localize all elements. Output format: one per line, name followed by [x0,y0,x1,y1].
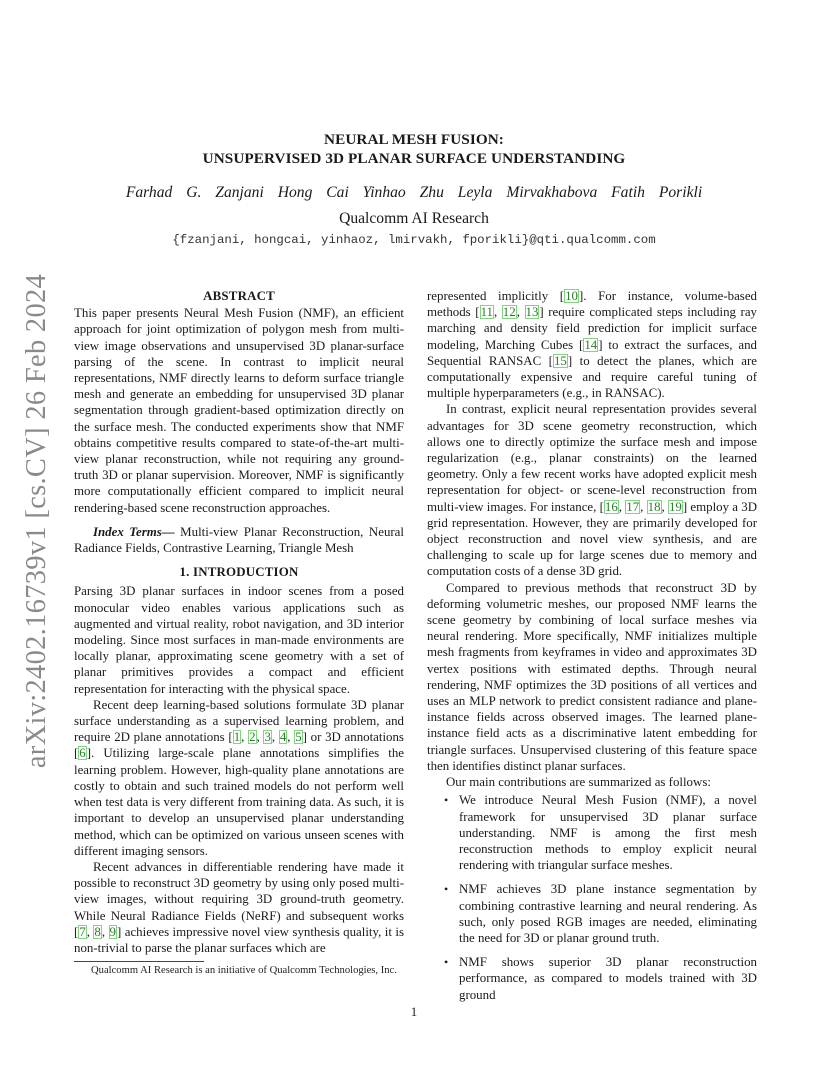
index-terms-text: Multi-view Planar Reconstruction, Neural Radiance Fields, Contrastive Learning, Triangle Mesh [74,524,404,556]
introduction-heading: 1. INTRODUCTION [179,565,299,580]
right-paragraph-1: represented implicitly [10]. For instance, volume-based methods [11, 12, 13] require complicated steps including ray marching and density field prediction for implicit surface modeling, Marching Cubes [14] to extract the surfaces, and Sequential RANSAC [15] to detect the planes, which are computationally expensive and require careful tuning of multiple hyperparameters (e.g., in RANSAC). [427,289,758,401]
abstract-heading: ABSTRACT [203,289,275,303]
abstract-text: This paper presents Neural Mesh Fusion (NMF), an efficient approach for joint optimization of polygon mesh from multi-view image observations and unsupervised 3D planar-surface parsing of the scene. In contrast to implicit neural representations, NMF directly learns to deform surface triangle mesh and generate an embedding for unsupervised 3D planar segmentation through gradient-based optimization directly on the surface mesh. The conducted experiments show that NMF obtains competitive results compared to state-of-the-art multi-view planar reconstruction, while not requiring any ground-truth 3D or planar supervision. Moreover, NMF is significantly more computationally efficient compared to implicit neural rendering-based scene reconstruction approaches. [74,306,404,515]
citation-link[interactable]: 18 [647,499,661,514]
affiliation: Qualcomm AI Research [339,210,489,227]
author-emails: {fzanjani, hongcai, yinhaoz, lmirvakh, fporikli}@qti.qualcomm.com [172,233,656,247]
page-number: 1 [410,1005,418,1019]
contributions-list [441,792,757,1002]
right-paragraph-2: In contrast, explicit neural representation provides several advantages for 3D scene geometry reconstruction, which allows one to directly optimize the surface mesh and impose regularization (e.g., planar constraints) on the learned geometry. Only a few recent works have adopted explicit mesh representation for object- or scene-level reconstruction from multi-view images. For instance, [16, 17, 18, 19] employ a 3D grid representation. However, they are primarily developed for object reconstruction and novel view synthesis, and are challenging to scale up for large scenes due to memory and computation costs of a dense 3D grid. [427,402,758,579]
arxiv-identifier-stamp [20,273,54,769]
footnote-divider [74,961,204,962]
citation-link[interactable]: 16 [604,499,618,514]
arxiv-id: arXiv:2402.16739v1 [cs.CV] 26 Feb 2024 [21,273,52,769]
citation-link[interactable]: 5 [295,730,302,745]
citation-link[interactable]: 13 [525,305,539,320]
citation-link[interactable]: 8 [94,924,101,939]
citation-link[interactable]: 11 [480,305,493,320]
list-item: • NMF achieves 3D plane instance segmentation by combining contrastive learning and neural rendering. As such, only posed RGB images are needed, eliminating the need for 3D or planar ground truth. [441,881,757,946]
index-terms-label: Index Terms— [93,524,175,539]
intro-paragraph-2: Recent deep learning-based solutions formulate 3D planar surface understanding as a supervised learning problem, and require 2D plane annotations [1, 2, 3, 4, 5] or 3D annotations [6]. Utilizing large-scale plane annotations simplifies the learning problem. However, high-quality plane annotations are costly to obtain and such trained models do not perform well when test data is very different from training data. As such, it is important to develop an unsupervised planar understanding method, which can be optimized on various unseen scenes with different imaging sensors. [74,697,404,858]
citation-link[interactable]: 1 [233,730,241,745]
title-line-2: UNSUPERVISED 3D PLANAR SURFACE UNDERSTANDING [202,150,626,167]
citation-link[interactable]: 9 [109,924,116,939]
index-terms [74,524,404,556]
citation-link[interactable]: 2 [249,730,256,745]
citation-link[interactable]: 6 [79,746,86,761]
citation-link[interactable]: 14 [584,337,598,352]
author-list: Farhad G. Zanjani Hong Cai Yinhao Zhu Leyla Mirvakhabova Fatih Porikli [125,184,703,201]
intro-paragraph-3: Recent advances in differentiable rendering have made it possible to reconstruct 3D geometry by using only posed multi-view images, without requiring 3D ground-truth geometry. While Neural Radiance Fields (NeRF) and subsequent works [7, 8, 9] achieves impressive novel view synthesis quality, it is non-trivial to parse the planar surfaces which are [74,859,404,955]
list-item: • NMF shows superior 3D planar reconstruction performance, as compared to models trained with 3D ground [441,954,757,1003]
intro-paragraph-1: Parsing 3D planar surfaces in indoor scenes from a posed monocular video enables various applications such as augmented and virtual reality, robot navigation, and 3D interior modeling. Since most surfaces in man-made environments are locally planar, approximating scene geometry with a set of planar primitives provides a compact and efficient representation for interacting with the physical space. [74,584,404,696]
citation-link[interactable]: 3 [264,730,271,745]
title-block [0,130,828,247]
citation-link[interactable]: 15 [553,353,567,368]
citation-link[interactable]: 12 [502,305,516,320]
citation-link[interactable]: 4 [279,730,287,745]
citation-link[interactable]: 7 [79,924,86,939]
citation-link[interactable]: 17 [626,499,640,514]
citation-link[interactable]: 10 [565,289,578,303]
contributions-intro: Our main contributions are summarized as follows: [446,775,711,790]
paper-title [0,130,828,168]
right-paragraph-3: Compared to previous methods that reconstruct 3D by deforming volumetric meshes, our proposed NMF learns the scene geometry by combining of local surface meshes via neural rendering. More specifically, NMF initializes multiple mesh fragments from keyframes in video and approximates 3D vertex positions with estimated depths. Through neural rendering, NMF optimizes the 3D positions of all vertices and uses an MLP network to predict consistent radiance and plane-instance fields across observed images. The learned plane-instance field acts as a discriminative latent embedding for triangle surfaces. Unsupervised clustering of this feature space then identifies distinct planar surfaces. [427,580,757,773]
footnote: Qualcomm AI Research is an initiative of Qualcomm Technologies, Inc. [91,965,397,976]
title-line-1: NEURAL MESH FUSION: [324,131,504,148]
list-item: • We introduce Neural Mesh Fusion (NMF), a novel framework for unsupervised 3D planar surface understanding. NMF is among the first mesh reconstruction methods to employ explicit neural rendering with triangular surface meshes. [441,792,757,873]
right-column [427,288,757,1011]
citation-link[interactable]: 19 [668,499,682,514]
left-column [74,288,404,956]
